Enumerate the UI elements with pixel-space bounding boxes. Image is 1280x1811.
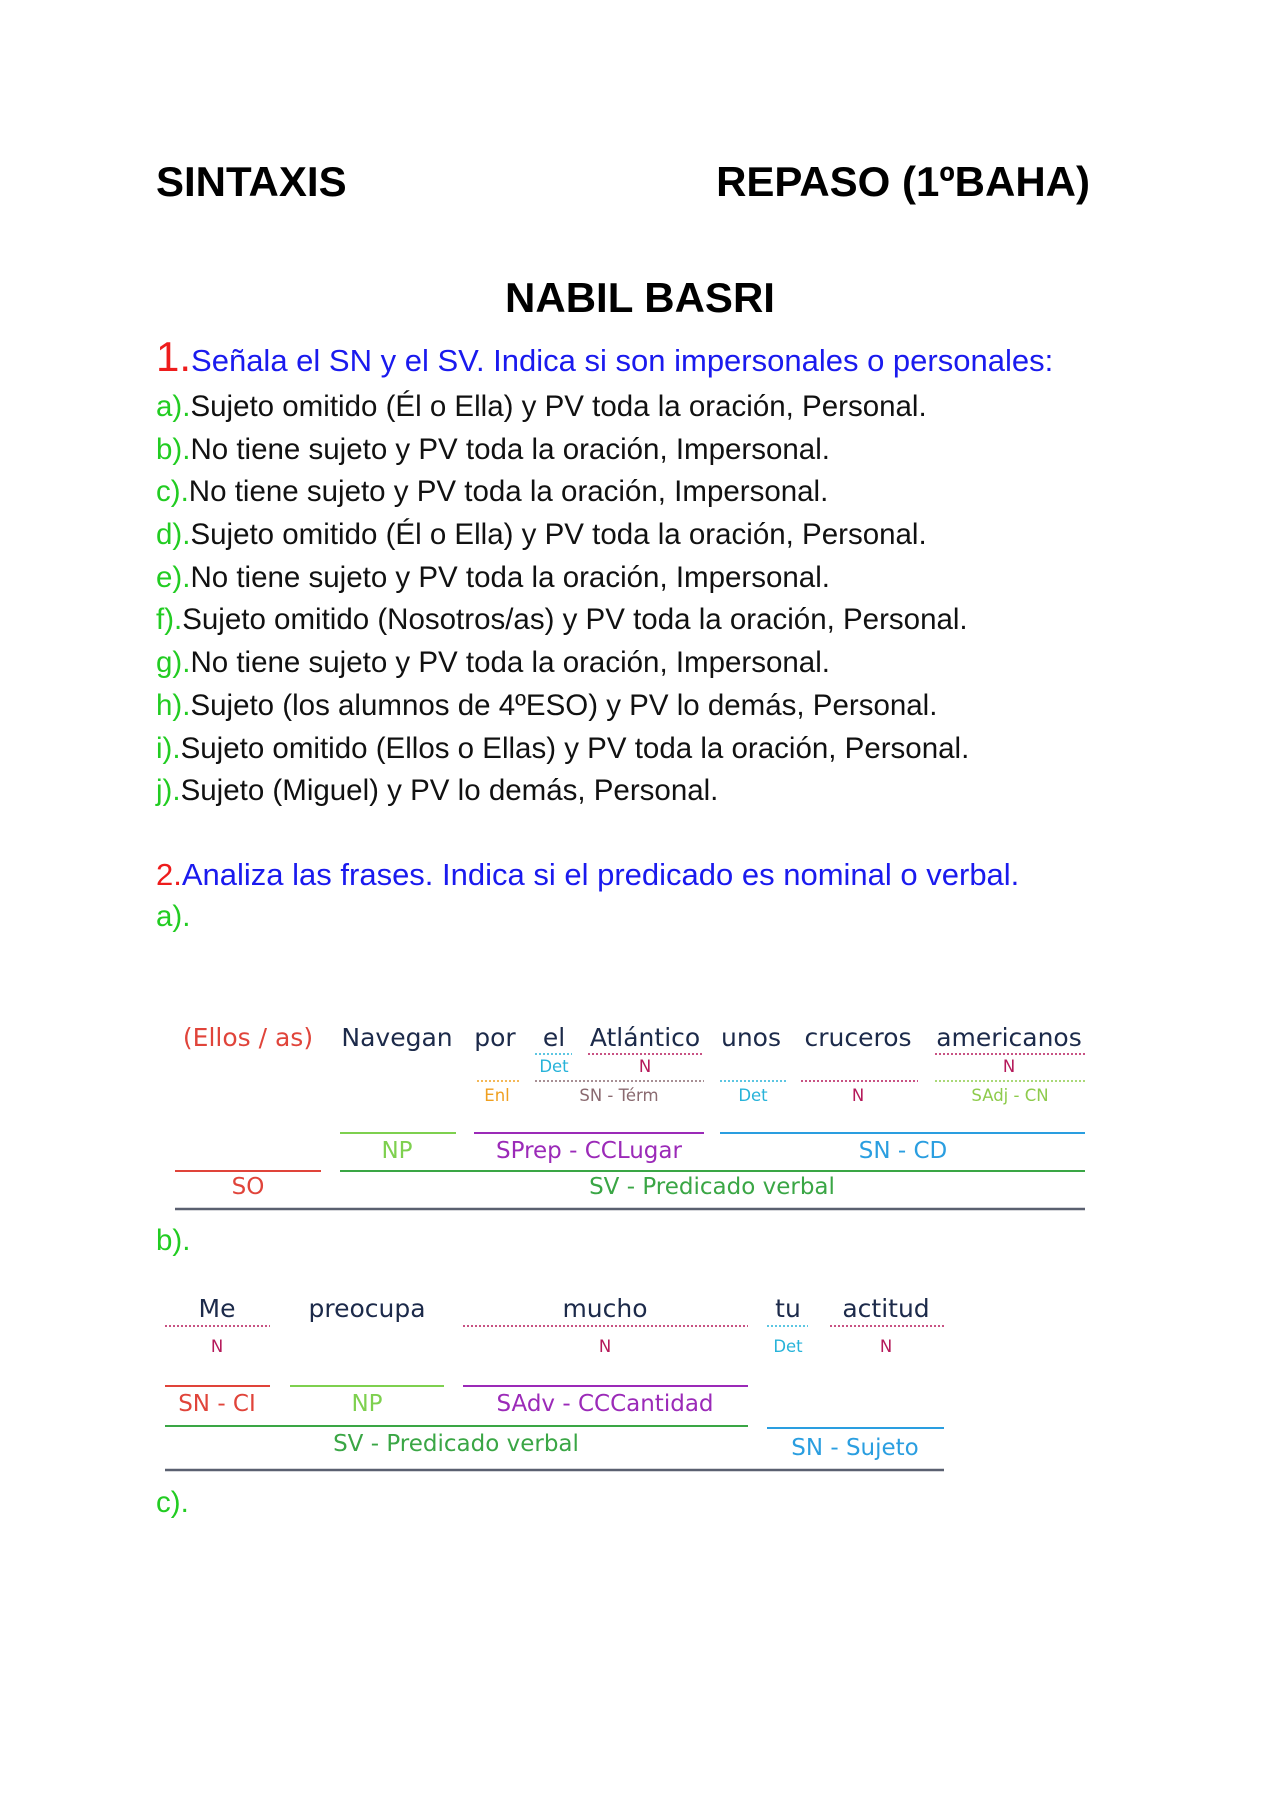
answer-text: No tiene sujeto y PV toda la oración, Impersonal. [190,646,830,680]
word-atlantico: Atlántico [589,1023,701,1052]
word-preocupa: preocupa [308,1294,426,1323]
question-2-prompt: Analiza las frases. Indica si el predicado es nominal o verbal. [181,857,1020,892]
answer-letter: i). [156,731,181,765]
answer-letter: e). [156,560,191,594]
word-el: el [542,1023,566,1052]
word-tu: tu [775,1294,801,1323]
answer-h [156,685,969,728]
subsection-a: a). [156,900,191,933]
label-n-atlantico: N [638,1057,652,1076]
word-mucho: mucho [562,1294,648,1323]
answer-g [156,642,969,685]
label-n-cruceros: N [851,1086,865,1105]
label-enl: Enl [484,1086,510,1105]
answer-letter: b). [156,432,191,466]
label-np-b: NP [351,1391,383,1417]
answer-f [156,599,969,642]
question-1-answers [156,386,969,813]
question-1-prompt: Señala el SN y el SV. Indica si son impersonales o personales: [191,343,1054,378]
question-2-number: 2. [156,857,182,892]
label-n-actitud: N [879,1337,893,1356]
question-1-title [156,333,1053,381]
label-sv-predicado-b: SV - Predicado verbal [333,1431,579,1457]
word-americanos: americanos [936,1023,1082,1052]
answer-letter: c). [156,475,189,509]
label-sprep-cclugar: SPrep - CCLugar [496,1138,682,1164]
label-sn-ci: SN - CI [178,1391,256,1417]
label-det-tu: Det [773,1337,803,1356]
answer-letter: h). [156,688,191,722]
answer-text: Sujeto omitido (Ellos o Ellas) y PV toda la oración, Personal. [180,731,970,765]
answer-letter: g). [156,646,191,680]
answer-i [156,728,969,771]
subsection-c: c). [156,1486,189,1519]
label-sn-cd: SN - CD [858,1138,948,1164]
answer-a [156,386,969,429]
label-sn-term: SN - Térm [579,1086,659,1105]
answer-text: No tiene sujeto y PV toda la oración, Impersonal. [188,475,829,509]
answer-letter: j). [156,774,181,808]
label-np: NP [381,1138,413,1164]
syntax-tree-a [175,1023,1085,1209]
label-det-unos: Det [738,1086,768,1105]
label-det-el: Det [539,1057,569,1076]
answer-text: Sujeto omitido (Él o Ella) y PV toda la oración, Personal. [190,390,927,423]
answer-b [156,429,969,472]
title-sintaxis: SINTAXIS [156,158,347,205]
word-por: por [474,1023,516,1052]
word-navegan: Navegan [341,1023,453,1052]
answer-text: Sujeto omitido (Nosotros/as) y PV toda la oración, Personal. [182,603,968,637]
word-actitud: actitud [842,1294,930,1323]
label-sadv-cccantidad: SAdv - CCCantidad [496,1391,714,1417]
question-2-title [156,857,1019,893]
answer-d [156,514,969,557]
label-n-me: N [210,1337,224,1356]
label-so: SO [231,1174,265,1200]
author-name: NABIL BASRI [505,274,775,321]
answer-letter: f). [156,603,183,637]
subsection-b: b). [156,1224,191,1257]
label-sv-predicado-a: SV - Predicado verbal [589,1174,835,1200]
question-1-number: 1. [156,333,192,380]
answer-e [156,557,969,600]
answer-text: No tiene sujeto y PV toda la oración, Impersonal. [190,432,830,466]
answer-letter: d). [156,518,191,552]
label-n-americanos: N [1002,1057,1016,1076]
word-cruceros: cruceros [804,1023,912,1052]
answer-letter: a). [156,390,191,423]
label-sadj-cn: SAdj - CN [971,1086,1049,1105]
answer-text: No tiene sujeto y PV toda la oración, Impersonal. [190,560,830,594]
title-repaso: REPASO (1ºBAHA) [716,158,1090,205]
word-unos: unos [720,1023,782,1052]
answer-text: Sujeto (los alumnos de 4ºESO) y PV lo demás, Personal. [190,688,938,722]
answer-text: Sujeto (Miguel) y PV lo demás, Personal. [180,774,719,808]
word-me: Me [198,1294,236,1323]
syntax-tree-b [165,1294,944,1470]
answer-j [156,770,969,813]
answer-c [156,471,969,514]
answer-text: Sujeto omitido (Él o Ella) y PV toda la oración, Personal. [190,518,927,552]
word-ellos-as: (Ellos / as) [182,1023,314,1052]
label-n-mucho: N [598,1337,612,1356]
label-sn-sujeto: SN - Sujeto [791,1435,919,1461]
